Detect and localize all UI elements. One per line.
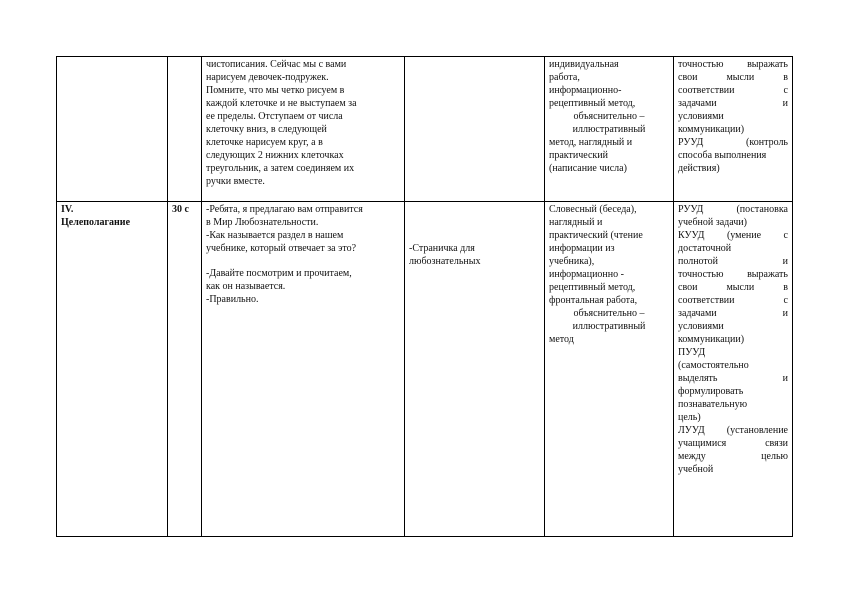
text-line: учебнике, который отвечает за это? [206, 243, 357, 254]
text-line: -Как называется раздел в нашем [206, 230, 344, 241]
text-line: учебника), [549, 256, 595, 267]
text-line: соответствии с [678, 85, 788, 96]
text-line: работа, [549, 72, 580, 83]
text-line: задачами и [678, 308, 788, 319]
table-row [57, 57, 793, 202]
text-line: ручки вместе. [206, 176, 265, 187]
stage-number: IV. [61, 204, 74, 215]
text-line: формулировать [678, 386, 744, 397]
text-line: выделять и [678, 373, 788, 384]
text-line: коммуникации) [678, 334, 745, 345]
text-line: учащимися связи [678, 438, 788, 449]
uud-cell [674, 57, 793, 202]
text-line: РУУД (контроль [678, 137, 788, 148]
text-line: познавательную [678, 399, 748, 410]
text-line: информационно- [549, 85, 622, 96]
text-line: свои мысли в [678, 282, 788, 293]
text-line: ее пределы. Отступаем от числа [206, 111, 343, 122]
text-line: метод [549, 334, 574, 345]
text-line: способа выполнения [678, 150, 767, 161]
teacher-activity-cell [202, 57, 405, 202]
text-line: ЛУУД (установление [678, 425, 788, 436]
text-line: объяснительно – [573, 111, 645, 122]
text-line: следующих 2 нижних клеточках [206, 150, 344, 161]
text-line: нарисуем девочек-подружек. [206, 72, 329, 83]
text-line: любознательных [409, 256, 481, 267]
text-line: объяснительно – [573, 308, 645, 319]
text-line: коммуникации) [678, 124, 745, 135]
uud-cell [674, 202, 793, 537]
text-line: фронтальная работа, [549, 295, 638, 306]
text-line: -Страничка для [409, 243, 475, 254]
text-line: практический (чтение [549, 230, 643, 241]
text-line: учебной [678, 464, 714, 475]
text-line: практический [549, 150, 608, 161]
stage-cell [57, 57, 168, 202]
text-line: условиями [678, 111, 724, 122]
student-activity-cell [405, 202, 545, 537]
text-line: точностью выражать [678, 269, 788, 280]
text-line: треугольник, а затем соединяем их [206, 163, 355, 174]
text-line: клеточке нарисуем круг, а в [206, 137, 323, 148]
text-line: учебной задачи) [678, 217, 747, 228]
text-line: соответствии с [678, 295, 788, 306]
text-line: информационно - [549, 269, 624, 280]
text-line: -Правильно. [206, 294, 259, 305]
text-line: как он называется. [206, 281, 286, 292]
text-line: ПУУД [678, 347, 706, 358]
student-activity-cell [405, 57, 545, 202]
text-line: свои мысли в [678, 72, 788, 83]
text-line: РУУД (постановка [678, 204, 788, 215]
text-line: полнотой и [678, 256, 788, 267]
text-line: каждой клеточке и не выступаем за [206, 98, 357, 109]
text-line: КУУД (умение с [678, 230, 788, 241]
stage-cell [57, 202, 168, 537]
stage-name: Целеполагание [61, 217, 131, 228]
methods-cell [545, 202, 674, 537]
time-cell [168, 57, 202, 202]
text-line: задачами и [678, 98, 788, 109]
table-row [57, 202, 793, 537]
text-line: рецептивный метод, [549, 282, 636, 293]
text-line: цель) [678, 412, 701, 423]
text-line: иллюстративный [572, 124, 646, 135]
text-line: (написание числа) [549, 163, 627, 174]
text-line: иллюстративный [572, 321, 646, 332]
text-line: рецептивный метод, [549, 98, 636, 109]
text-line: индивидуальная [549, 59, 619, 70]
text-line: Помните, что мы четко рисуем в [206, 85, 345, 96]
text-line: (самостоятельно [678, 360, 749, 371]
time-cell: 30 с [168, 202, 202, 537]
blank-line [206, 255, 400, 267]
lesson-plan-table [56, 56, 793, 537]
text-line: в Мир Любознательности. [206, 217, 319, 228]
text-line: действия) [678, 163, 720, 174]
text-line: Словесный (беседа), [549, 204, 637, 215]
text-line: точностью выражать [678, 59, 788, 70]
text-line: чистописания. Сейчас мы с вами [206, 59, 347, 70]
text-line: достаточной [678, 243, 732, 254]
text-line: -Ребята, я предлагаю вам отправится [206, 204, 363, 215]
text-line: метод, наглядный и [549, 137, 633, 148]
text-line: условиями [678, 321, 724, 332]
text-line: между целью [678, 451, 788, 462]
text-line: наглядный и [549, 217, 603, 228]
text-line: клеточку вниз, в следующей [206, 124, 327, 135]
text-line: информации из [549, 243, 615, 254]
text-line: -Давайте посмотрим и прочитаем, [206, 268, 352, 279]
teacher-activity-cell [202, 202, 405, 537]
methods-cell [545, 57, 674, 202]
